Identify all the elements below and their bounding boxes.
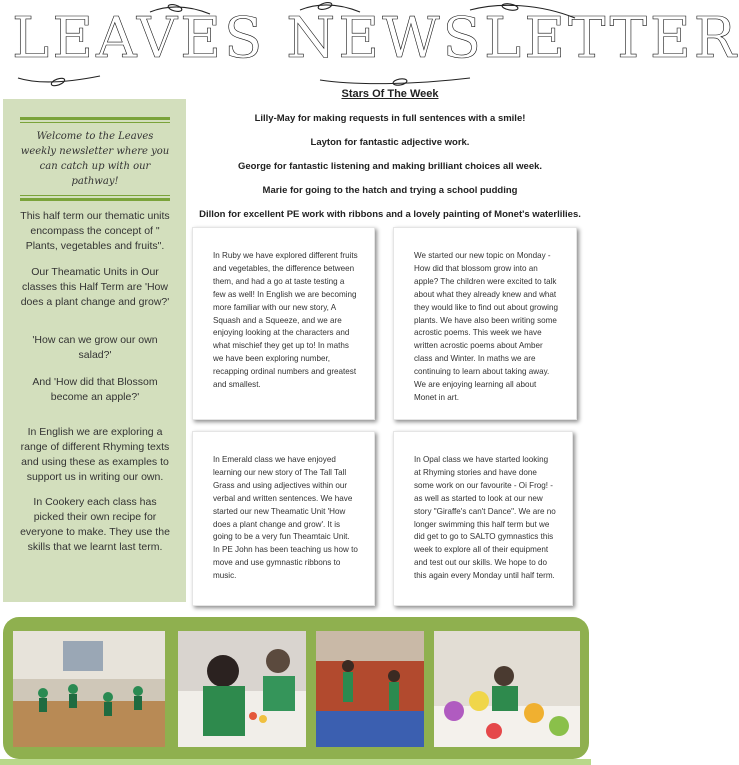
photo-strip bbox=[3, 617, 589, 759]
star-item: Dillon for excellent PE work with ribbons and a lovely painting of Monet's waterlilies. bbox=[199, 209, 581, 220]
english-text: In English we are exploring a range of different Rhyming texts and using these as examples to support us in writing our own. bbox=[20, 426, 170, 483]
star-item: Layton for fantastic adjective work. bbox=[310, 137, 470, 148]
divider bbox=[20, 198, 170, 201]
divider bbox=[20, 122, 170, 123]
opal-class-card: In Opal class we have started looking at Rhyming stories and have done some work on our favourite - Oi Frog! - as well as started to look at our new story "Giraffe's can't Dance". We are no longer swimming this half term but we did get to go to SALTO gymnastics this week to explore all of their equipment and test out our skills. We hope to do this again every Monday until half term. bbox=[393, 431, 573, 606]
star-item: George for fantastic listening and making brilliant choices all week. bbox=[237, 161, 543, 172]
divider bbox=[20, 195, 170, 196]
emerald-class-card: In Emerald class we have enjoyed learning our new story of The Tall Tall Grass and using adjectives within our verbal and written sentences. We have started our new Theamatic Unit 'How does a plant change and grow'. It is going to be a very fun Theamtaic Unit. In PE John has been teaching us how to move and use gymnastic ribbons to music. bbox=[192, 431, 375, 606]
balloons-classroom-photo bbox=[434, 631, 580, 747]
divider bbox=[20, 117, 170, 120]
unit-salad: 'How can we grow our own salad?' bbox=[32, 334, 158, 361]
leaf-footer-decoration bbox=[0, 759, 591, 765]
ruby-class-card: In Ruby we have explored different fruits and vegetables, the difference between them, and had a go at taste testing a few as well! In English we are becoming more familiar with our new story, A Squash and a Squeeze, and we are enjoying looking at the characters and what mischief they get up to! In maths we have been exploring number, recapping ordinal numbers and greatest and smallest. bbox=[192, 227, 375, 420]
star-item: Lilly-May for making requests in full sentences with a smile! bbox=[254, 113, 526, 124]
cookery-text: In Cookery each class has picked their own recipe for everyone to make. They use the skills that we learnt last term. bbox=[20, 496, 170, 553]
unit-blossom: And 'How did that Blossom become an apple?' bbox=[32, 376, 158, 403]
welcome-text: Welcome to the Leaves weekly newsletter where you can catch up with our pathway! bbox=[20, 131, 170, 187]
star-item: Marie for going to the hatch and trying a school pudding bbox=[262, 185, 518, 196]
craft-activity-photo bbox=[178, 631, 306, 747]
newsletter-title: LEAVES NEWSLETTER bbox=[12, 6, 739, 71]
stars-heading: Stars Of The Week bbox=[341, 88, 439, 100]
welcome-box bbox=[20, 117, 170, 201]
units-intro: Our Theamatic Units in Our classes this Half Term are 'How does a plant change and grow?' bbox=[20, 266, 170, 308]
gymnastics-photo bbox=[316, 631, 424, 747]
stars-of-the-week bbox=[190, 84, 590, 227]
pe-ribbons-photo bbox=[13, 631, 165, 747]
sidebar bbox=[3, 99, 186, 602]
thematic-intro: This half term our thematic units encompass the concept of " Plants, vegetables and fruits". bbox=[20, 210, 170, 252]
masthead bbox=[0, 0, 739, 92]
amber-class-card: We started our new topic on Monday - How did that blossom grow into an apple? The children were excited to talk about what they already knew and what they would like to find out about growing plants. We have also been writing some acrostic poems. This week we have written acrostic poems about Amber class and Winter. In maths we are continuing to learn about taking away. We are enjoying learning all about Monet in art. bbox=[393, 227, 577, 420]
